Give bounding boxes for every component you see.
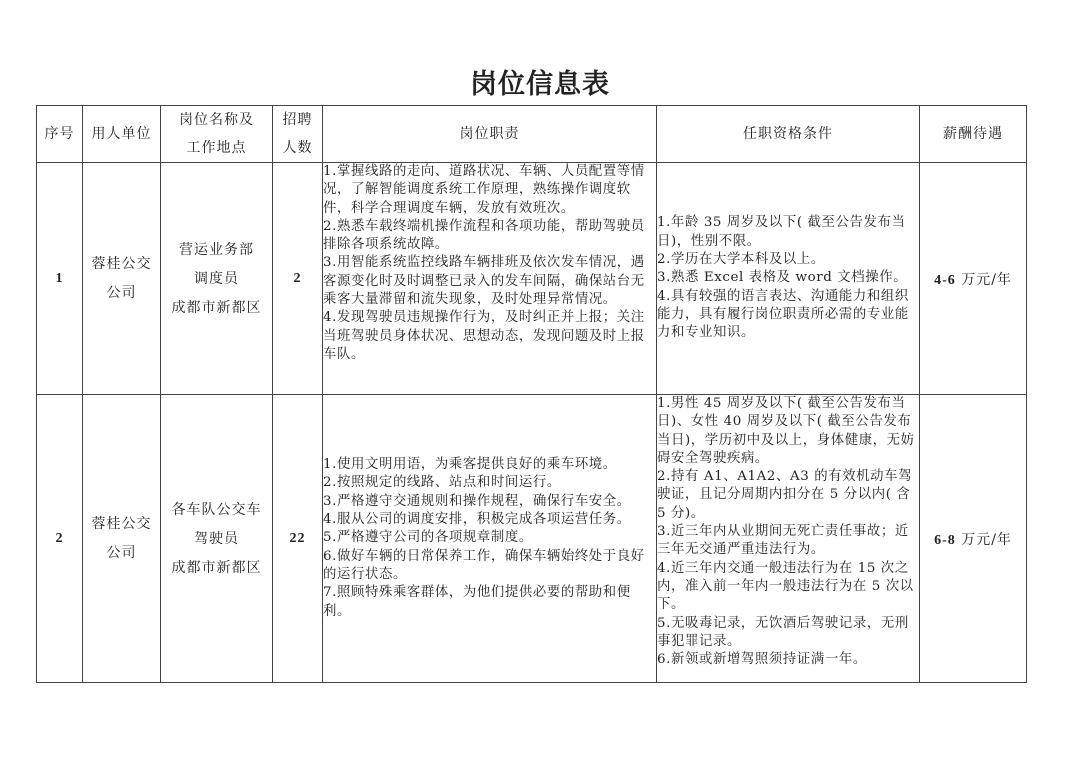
salary-range: 6-8: [934, 532, 956, 548]
duty-item: 3.用智能系统监控线路车辆排班及依次发车情况，遇客源变化时及时调整已录入的发车间隔，确保站台无乘客大量滞留和流失现象，及时处理异常情况。: [323, 255, 645, 308]
employer-line2: 公司: [106, 545, 137, 561]
table-row: [37, 395, 1027, 683]
header-salary: 薪酬待遇: [920, 106, 1027, 163]
row-employer: [83, 163, 161, 395]
header-employer: 用人单位: [83, 106, 161, 163]
table-header-row: [37, 106, 1027, 163]
row-seq: 2: [37, 395, 83, 683]
row-position: [161, 395, 273, 683]
salary-unit: 万元/年: [961, 271, 1012, 288]
row-duties: [323, 163, 657, 395]
salary-range: 4-6: [934, 272, 956, 288]
requirement-item: 1.年龄 35 周岁及以下( 截至公告发布当日)，性别不限。: [657, 215, 906, 249]
row-requirements: [657, 395, 920, 683]
row-seq: 1: [37, 163, 83, 395]
row-count: 2: [273, 163, 323, 395]
row-duties: [323, 395, 657, 683]
row-requirements: [657, 163, 920, 395]
employer-line1: 蓉桂公交: [91, 516, 152, 532]
position-department: 各车队公交车: [171, 501, 262, 518]
job-info-table: [36, 105, 1027, 683]
requirement-item: 3.熟悉 Excel 表格及 word 文档操作。: [657, 270, 908, 286]
position-department: 营运业务部: [179, 241, 254, 258]
header-count-line1: 招聘: [282, 112, 313, 128]
duty-item: 2.按照规定的线路、站点和时间运行。: [323, 475, 561, 491]
employer-line2: 公司: [106, 285, 137, 301]
duty-item: 7.照顾特殊乘客群体，为他们提供必要的帮助和便利。: [323, 585, 631, 619]
row-employer: [83, 395, 161, 683]
requirement-item: 2.学历在大学本科及以上。: [657, 252, 825, 268]
row-salary: [920, 395, 1027, 683]
duty-item: 4.服从公司的调度安排，积极完成各项运营任务。: [323, 512, 631, 528]
requirement-item: 4.具有较强的语言表达、沟通能力和组织能力，具有履行岗位职责所必需的专业能力和专业知识。: [657, 288, 909, 341]
row-salary: [920, 163, 1027, 395]
position-title: 驾驶员: [194, 530, 239, 547]
duty-item: 6.做好车辆的日常保养工作，确保车辆始终处于良好的运行状态。: [323, 548, 645, 582]
position-location: 成都市新都区: [171, 559, 262, 576]
row-position: [161, 163, 273, 395]
requirement-item: 2.持有 A1、A1A2、A3 的有效机动车驾驶证，且记分周期内扣分在 5 分以内( 含 5 分)。: [657, 469, 913, 521]
header-position: [161, 106, 273, 163]
header-seq: 序号: [37, 106, 83, 163]
header-position-line1: 岗位名称及: [179, 112, 254, 128]
duty-item: 1.掌握线路的走向、道路状况、车辆、人员配置等情况，了解智能调度系统工作原理，熟练操作调度软件，科学合理调度车辆，发放有效班次。: [323, 164, 645, 216]
position-location: 成都市新都区: [171, 299, 262, 316]
requirement-item: 5.无吸毒记录，无饮酒后驾驶记录，无刑事犯罪记录。: [657, 615, 909, 649]
requirement-item: 4.近三年内交通一般违法行为在 15 次之内，准入前一年内一般违法行为在 5 次以下。: [657, 560, 914, 613]
requirement-item: 3.近三年内从业期间无死亡责任事故；近三年无交通严重违法行为。: [657, 524, 909, 558]
header-count-line2: 人数: [282, 140, 313, 156]
page-title: 岗位信息表: [470, 69, 610, 100]
row-count: 22: [273, 395, 323, 683]
duty-item: 3.严格遵守交通规则和操作规程，确保行车安全。: [323, 493, 631, 509]
header-count: [273, 106, 323, 163]
position-title: 调度员: [194, 270, 239, 287]
header-requirements: 任职资格条件: [657, 106, 920, 163]
employer-line1: 蓉桂公交: [91, 256, 152, 272]
requirement-item: 1.男性 45 周岁及以下( 截至公告发布当日)、女性 40 周岁及以下( 截至公告发布当日)，学历初中及以上，身体健康，无妨碍安全驾驶疾病。: [657, 396, 915, 466]
duty-item: 4.发现驾驶员违规操作行为，及时纠正并上报；关注当班驾驶员身体状况、思想动态，发现问题及时上报车队。: [323, 310, 645, 362]
duty-item: 5.严格遵守公司的各项规章制度。: [323, 530, 533, 546]
header-position-line2: 工作地点: [186, 140, 247, 156]
table-row: [37, 163, 1027, 395]
duty-item: 1.使用文明用语，为乘客提供良好的乘车环境。: [323, 457, 617, 473]
salary-unit: 万元/年: [961, 531, 1012, 548]
duty-item: 2.熟悉车载终端机操作流程和各项功能，帮助驾驶员排除各项系统故障。: [323, 218, 645, 253]
requirement-item: 6.新领或新增驾照须持证满一年。: [657, 652, 867, 668]
header-duties: 岗位职责: [323, 106, 657, 163]
